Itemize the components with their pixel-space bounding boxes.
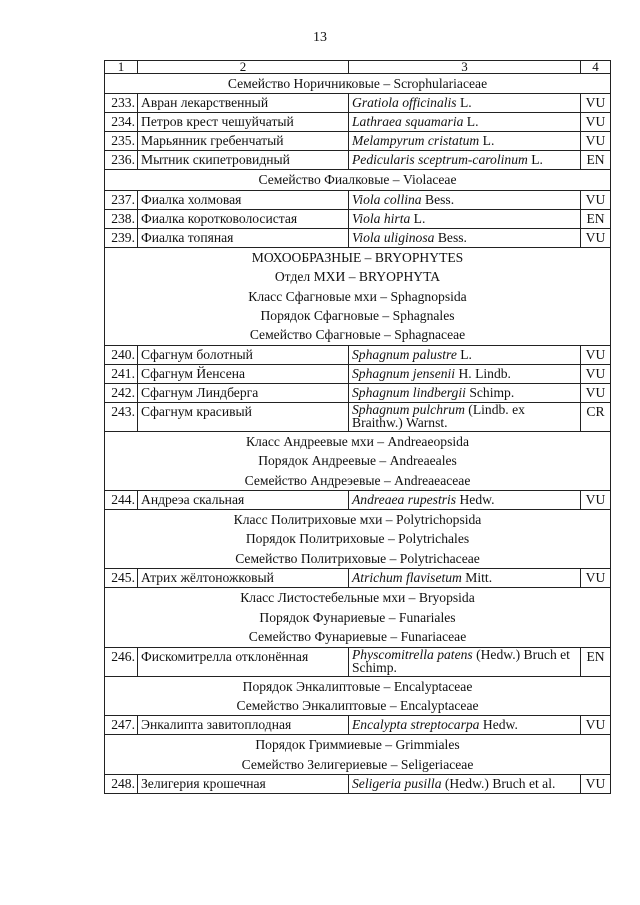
russian-name: Энкалипта завитоплодная [138,716,349,735]
author-citation: L. [456,95,472,111]
author-citation: L. [527,152,543,168]
latin-name: Sphagnum jensenii [352,365,456,381]
russian-name: Фискомитрелла отклонённая [138,647,349,676]
latin-name-cell [349,491,581,510]
species-number: 233. [105,94,138,113]
species-number: 248. [105,775,138,794]
russian-name: Атрих жёлтоножковый [138,569,349,588]
species-number: 245. [105,569,138,588]
taxon-header-row [105,735,611,775]
latin-name-cell [349,345,581,364]
species-row [105,113,611,132]
latin-name: Viola collina [352,191,422,207]
status-category: VU [581,383,611,402]
author-citation: L. [456,346,472,362]
status-category: VU [581,716,611,735]
taxon-header-line: Семейство Энкалиптовые – Encalyptaceae [236,697,479,713]
latin-name-cell [349,94,581,113]
species-row [105,383,611,402]
latin-name: Sphagnum pulchrum [352,402,465,417]
species-row [105,132,611,151]
latin-name-cell [349,113,581,132]
taxon-header-cell [105,247,611,345]
column-number: 1 [105,61,138,74]
taxon-header-line: Порядок Политриховые – Polytrichales [245,531,470,547]
taxon-header-line: Порядок Гриммиевые – Grimmiales [255,737,460,753]
latin-name-cell [349,775,581,794]
status-category: VU [581,94,611,113]
status-category: VU [581,113,611,132]
russian-name: Сфагнум красивый [138,402,349,431]
taxon-header-row [105,431,611,490]
latin-name: Sphagnum palustre [352,346,457,362]
author-citation: H. Lindb. [455,365,511,381]
taxon-header-line: Семейство Сфагновые – Sphagnaceae [249,327,466,343]
taxon-header-cell [105,510,611,569]
latin-name: Seligeria pusilla [352,776,442,792]
latin-name: Viola uliginosa [352,229,435,245]
species-number: 244. [105,491,138,510]
column-number: 4 [581,61,611,74]
species-row [105,647,611,676]
taxon-header-row [105,676,611,716]
status-category: VU [581,775,611,794]
latin-name-cell [349,228,581,247]
taxon-header-line: Семейство Андреэевые – Andreaeaceae [244,472,471,488]
taxon-header-row [105,170,611,190]
taxon-header-line: Порядок Сфагновые – Sphagnales [260,308,455,324]
species-number: 237. [105,190,138,209]
author-citation: (Hedw.) Bruch et al. [441,776,556,792]
species-row [105,151,611,170]
species-number: 247. [105,716,138,735]
author-citation: Bess. [434,229,467,245]
latin-name-cell [349,209,581,228]
species-row [105,716,611,735]
page-number: 13 [313,30,327,45]
taxon-header-line: Порядок Фунариевые – Funariales [259,609,456,625]
species-row [105,402,611,431]
taxon-header-line: Класс Андреевые мхи – Andreaeopsida [245,433,469,449]
species-row [105,491,611,510]
russian-name: Фиалка коротковолосистая [138,209,349,228]
taxon-header-line: Семейство Зелигериевые – Seligeriaceae [241,756,474,772]
species-row [105,190,611,209]
author-citation: (Hedw.) Bruch et Schimp. [352,647,570,675]
taxon-header-line: Семейство Фиалковые – Violaceae [258,172,457,188]
status-category: VU [581,228,611,247]
latin-name-cell [349,569,581,588]
species-number: 243. [105,402,138,431]
russian-name: Мытник скипетровидный [138,151,349,170]
status-category: EN [581,647,611,676]
russian-name: Сфагнум Линдберга [138,383,349,402]
latin-name: Lathraea squamaria [352,114,464,130]
latin-name-cell [349,151,581,170]
russian-name: Авран лекарственный [138,94,349,113]
taxon-header-row [105,247,611,345]
species-number: 241. [105,364,138,383]
author-citation: Hedw. [456,492,495,508]
status-category: VU [581,491,611,510]
taxon-header-cell [105,735,611,775]
species-number: 239. [105,228,138,247]
taxon-header-line: Отдел МХИ – BRYOPHYTA [274,269,441,285]
taxon-header-row [105,74,611,94]
author-citation: Schimp. [465,384,515,400]
status-category: EN [581,209,611,228]
taxon-header-cell [105,431,611,490]
species-row [105,569,611,588]
taxon-header-cell [105,170,611,190]
author-citation: L. [479,133,495,149]
latin-name: Pedicularis sceptrum-carolinum [352,152,528,168]
latin-name: Physcomitrella patens [352,647,473,662]
status-category: VU [581,364,611,383]
species-row [105,209,611,228]
status-category: VU [581,190,611,209]
status-category: EN [581,151,611,170]
latin-name-cell [349,716,581,735]
russian-name: Фиалка холмовая [138,190,349,209]
taxon-header-cell [105,676,611,716]
latin-name: Melampyrum cristatum [352,133,480,149]
taxon-header-line: Класс Сфагновые мхи – Sphagnopsida [248,288,467,304]
author-citation: L. [410,210,426,226]
latin-name-cell [349,132,581,151]
taxon-header-line: Семейство Политриховые – Polytrichaceae [235,550,480,566]
russian-name: Петров крест чешуйчатый [138,113,349,132]
latin-name-cell [349,402,581,431]
latin-name-cell [349,190,581,209]
red-book-species-table [104,60,611,794]
latin-name: Andreaea rupestris [352,492,457,508]
status-category: VU [581,345,611,364]
latin-name-cell [349,383,581,402]
latin-name: Sphagnum lindbergii [352,384,466,400]
taxon-header-row [105,588,611,647]
author-citation: Bess. [421,191,455,207]
species-row [105,364,611,383]
author-citation: L. [463,114,479,130]
russian-name: Сфагнум болотный [138,345,349,364]
species-number: 236. [105,151,138,170]
author-citation: Hedw. [479,717,518,733]
species-number: 235. [105,132,138,151]
status-category: CR [581,402,611,431]
latin-name: Atrichum flavisetum [352,570,462,586]
status-category: VU [581,132,611,151]
russian-name: Сфагнум Йенсена [138,364,349,383]
taxon-header-cell [105,74,611,94]
russian-name: Фиалка топяная [138,228,349,247]
author-citation: (Lindb. ex Braithw.) Warnst. [352,402,525,430]
species-row [105,345,611,364]
species-number: 234. [105,113,138,132]
latin-name-cell [349,364,581,383]
species-number: 242. [105,383,138,402]
latin-name: Viola hirta [352,210,411,226]
russian-name: Андреэа скальная [138,491,349,510]
species-row [105,94,611,113]
taxon-header-line: Класс Политриховые мхи – Polytrichopsida [233,512,482,528]
taxon-header-row [105,510,611,569]
taxon-header-line: Семейство Норичниковые – Scrophulariaceae [227,76,488,91]
status-category: VU [581,569,611,588]
russian-name: Марьянник гребенчатый [138,132,349,151]
species-number: 246. [105,647,138,676]
column-number: 3 [349,61,581,74]
taxon-header-line: Класс Листостебельные мхи – Bryopsida [240,590,475,606]
taxon-header-line: МОХООБРАЗНЫЕ – BRYOPHYTES [251,249,464,265]
taxon-header-line: Семейство Фунариевые – Funariaceae [248,629,467,645]
taxon-header-line: Порядок Андреевые – Andreaeales [258,453,457,469]
author-citation: Mitt. [461,570,493,586]
species-number: 238. [105,209,138,228]
taxon-header-line: Порядок Энкалиптовые – Encalyptaceae [242,678,473,694]
russian-name: Зелигерия крошечная [138,775,349,794]
species-number: 240. [105,345,138,364]
column-number-row [105,61,611,74]
latin-name: Gratiola officinalis [352,95,457,111]
column-number: 2 [138,61,349,74]
taxon-header-cell [105,588,611,647]
species-row [105,228,611,247]
species-row [105,775,611,794]
latin-name-cell [349,647,581,676]
latin-name: Encalypta streptocarpa [352,717,480,733]
